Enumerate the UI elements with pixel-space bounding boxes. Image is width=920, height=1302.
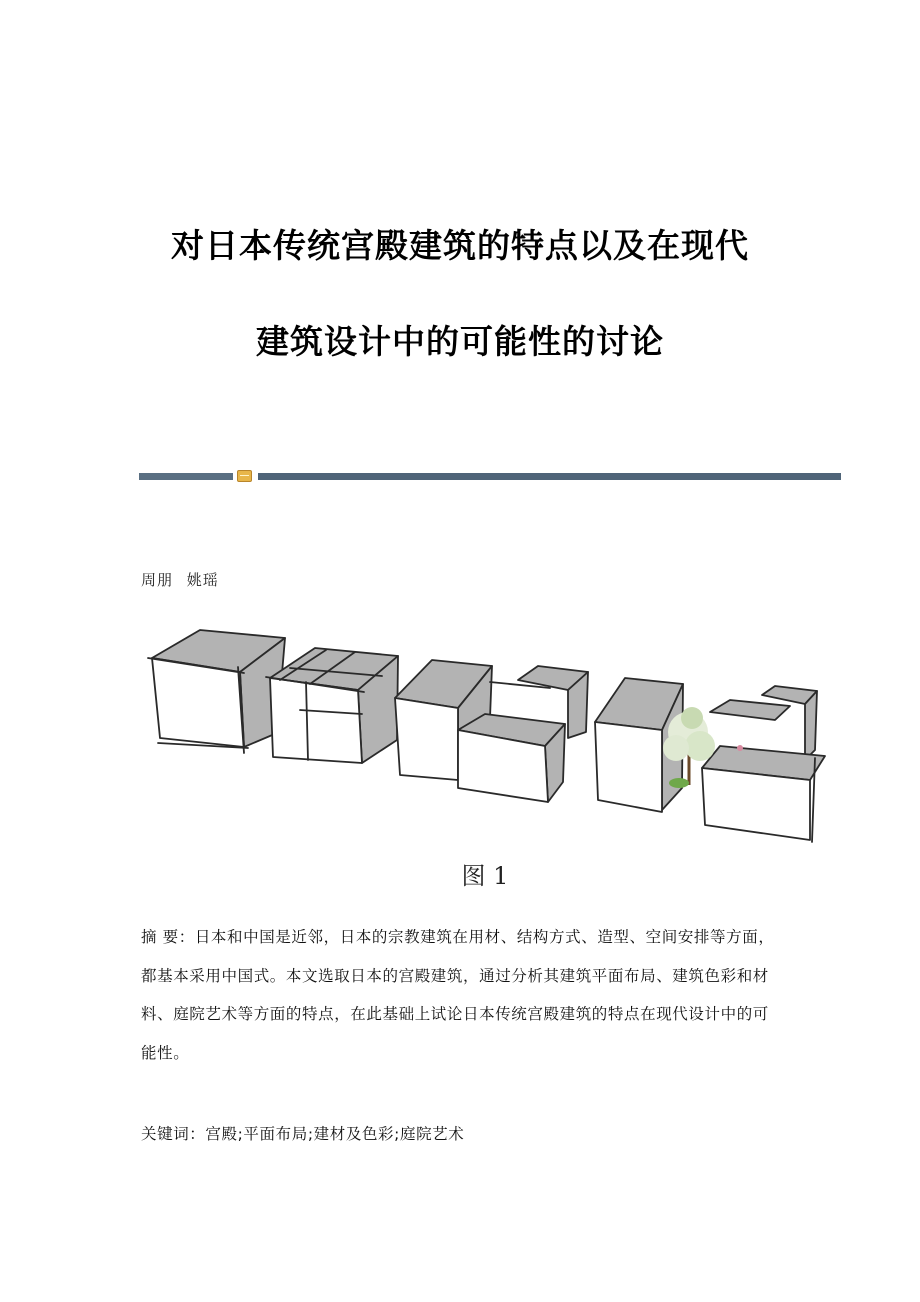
sketch-block	[395, 660, 588, 802]
title-divider-left	[139, 473, 233, 480]
abstract-paragraph	[141, 918, 781, 1072]
author-name: 姚瑶	[186, 571, 219, 589]
figure-caption: 图 1	[461, 862, 509, 890]
keywords-text: 宫殿;平面布局;建材及色彩;庭院艺术	[205, 1125, 465, 1143]
divider-envelope-icon	[237, 470, 252, 482]
author-list	[141, 569, 219, 590]
figure-sketch-illustration	[140, 620, 840, 850]
sketch-block	[148, 630, 285, 753]
keywords-label: 关键词：	[141, 1125, 206, 1143]
sketch-block	[266, 648, 398, 763]
keywords-line	[141, 1122, 464, 1144]
abstract-label: 摘 要：	[141, 928, 195, 946]
title-line-1: 对日本传统宫殿建筑的特点以及在现代	[171, 226, 749, 265]
author-name: 周朋	[141, 571, 174, 589]
abstract-text: 日本和中国是近邻，日本的宗教建筑在用材、结构方式、造型、空间安排等方面，都基本采用中国式。本文选取日本的宫殿建筑，通过分析其建筑平面布局、建筑色彩和材料、庭院艺术等方面的特点，在此基础上试论日本传统宫殿建筑的特点在现代设计中的可能性。	[141, 928, 775, 1062]
title-divider-right	[258, 473, 841, 480]
sketch-block	[702, 686, 825, 842]
title-line-2: 建筑设计中的可能性的讨论	[256, 322, 664, 361]
